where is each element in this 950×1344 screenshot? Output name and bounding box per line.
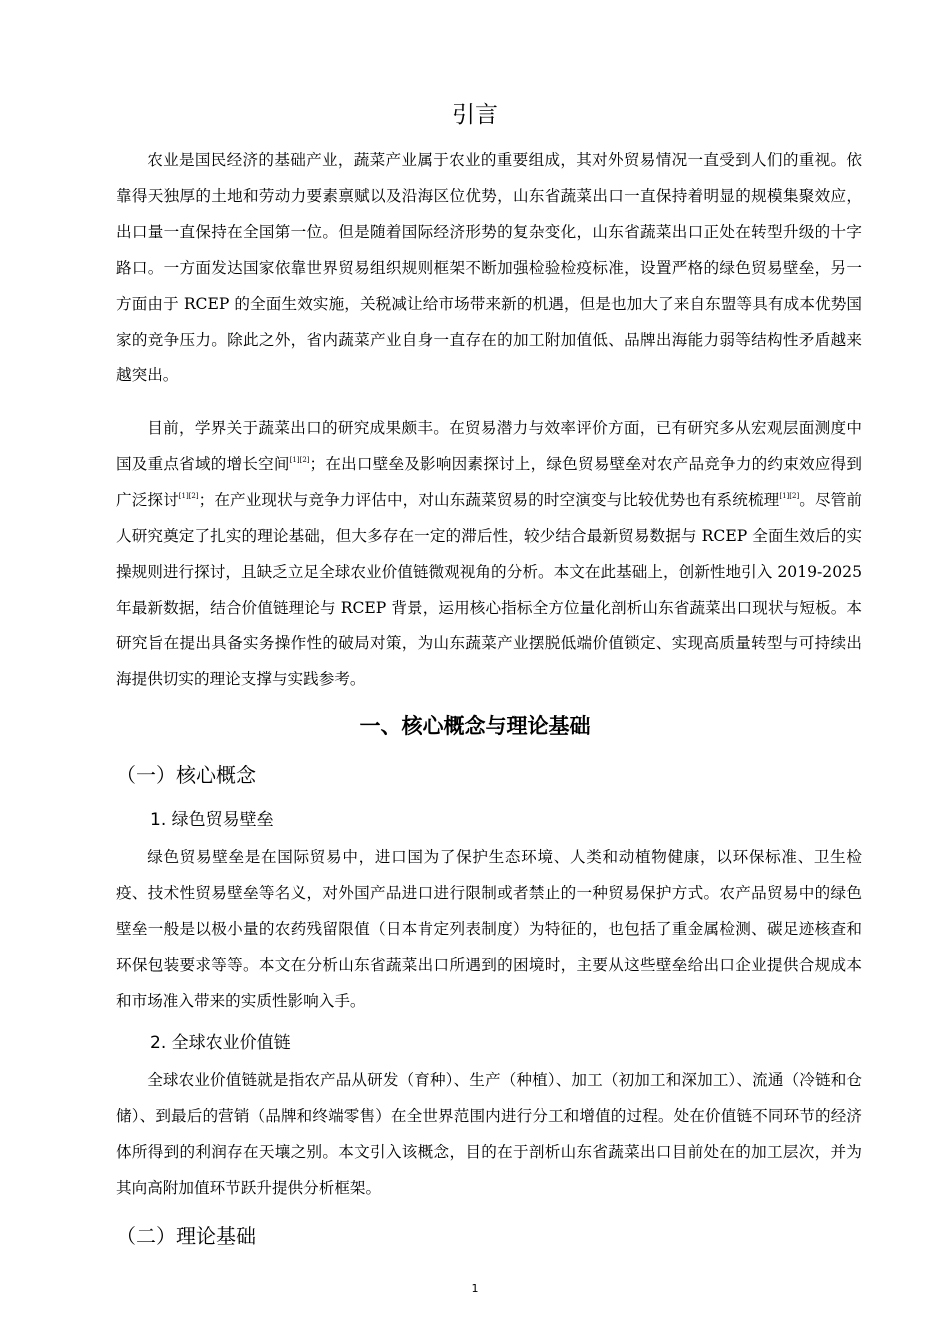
intro-paragraph-2 [116, 411, 862, 698]
item-heading: 1. 绿色贸易壁垒 [150, 810, 274, 830]
citation: [1][2] [779, 491, 800, 500]
intro-paragraph-1: 农业是国民经济的基础产业，蔬菜产业属于农业的重要组成，其对外贸易情况一直受到人们的重视。依靠得天独厚的土地和劳动力要素禀赋以及沿海区位优势，山东省蔬菜出口一直保持着明显的规模集聚效应，出口量一直保持在全国第一位。但是随着国际经济形势的复杂变化，山东省蔬菜出口正处在转型升级的十字路口。一方面发达国家依靠世界贸易组织规则框架不断加强检验检疫标准，设置严格的绿色贸易壁垒，另一方面由于 RCEP 的全面生效实施，关税减让给市场带来新的机遇，但是也加大了来自东盟等具有成本优势国家的竞争压力。除此之外，省内蔬菜产业自身一直存在的加工附加值低、品牌出海能力弱等结构性矛盾越来越突出。 [116, 151, 862, 385]
paragraph-text: ；在产业现状与竞争力评估中，对山东蔬菜贸易的时空演变与比较优势也有系统梳理 [198, 490, 780, 509]
subsection-heading: （二）理论基础 [116, 1224, 256, 1248]
paragraph-text: 目前，学界关于蔬菜出口的研究成果颇丰。在贸易潜力与效率评价方面，已有研究多从宏观层面测度中国及重点省域的增长空间 [116, 419, 862, 473]
section-heading: 一、核心概念与理论基础 [359, 714, 591, 738]
paragraph-text: ；在出口壁垒及影响因素探讨上，绿色贸易壁垒对农产品竞争力的约束效应得到广泛探讨 [116, 454, 862, 509]
document-title: 引言 [452, 102, 498, 128]
paragraph-text: 。尽管前人研究奠定了扎实的理论基础，但大多存在一定的滞后性，较少结合最新贸易数据与 RCEP 全面生效后的实操规则进行探讨，且缺乏立足全球农业价值链微观视角的分析。本文在此基础上，创新性地引入 2019-2025 年最新数据，结合价值链理论与 RCEP 背景，运用核心指标全方位量化剖析山东省蔬菜出口现状与短板。本研究旨在提出具备实务操作性的破局对策，为山东蔬菜产业摆脱低端价值锁定、实现高质量转型与可持续出海提供切实的理论支撑与实践参考。 [116, 490, 862, 689]
subsection-heading: （一）核心概念 [116, 763, 256, 787]
citation: [1][2] [178, 491, 199, 500]
value-chain-paragraph: 全球农业价值链就是指农产品从研发（育种）、生产（种植）、加工（初加工和深加工）、流通（冷链和仓储）、到最后的营销（品牌和终端零售）在全世界范围内进行分工和增值的过程。处在价值链不同环节的经济体所得到的利润存在天壤之别。本文引入该概念，目的在于剖析山东省蔬菜出口目前处在的加工层次，并为其向高附加值环节跃升提供分析框架。 [116, 1071, 862, 1197]
item-heading: 2. 全球农业价值链 [150, 1033, 291, 1053]
green-barrier-paragraph: 绿色贸易壁垒是在国际贸易中，进口国为了保护生态环境、人类和动植物健康，以环保标准、卫生检疫、技术性贸易壁垒等名义，对外国产品进口进行限制或者禁止的一种贸易保护方式。农产品贸易中的绿色壁垒一般是以极小量的农药残留限值（日本肯定列表制度）为特征的，也包括了重金属检测、碳足迹核查和环保包装要求等等。本文在分析山东省蔬菜出口所遇到的困境时，主要从这些壁垒给出口企业提供合规成本和市场准入带来的实质性影响入手。 [116, 848, 862, 1010]
page-number: 1 [471, 1282, 479, 1295]
citation: [1][2] [289, 455, 310, 464]
